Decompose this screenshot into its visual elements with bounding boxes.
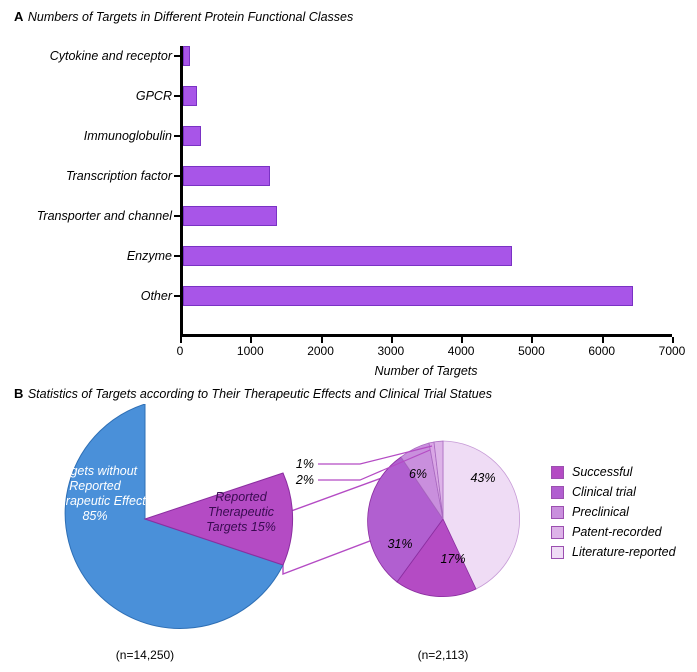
x-axis-tick xyxy=(672,337,674,343)
x-axis-title: Number of Targets xyxy=(374,364,478,378)
y-axis-tick xyxy=(174,135,180,137)
legend-swatch-icon xyxy=(551,466,564,479)
y-axis-tick xyxy=(174,55,180,57)
right-pie-n-label: (n=2,113) xyxy=(417,648,469,662)
x-axis-tick-label: 5000 xyxy=(518,344,545,358)
slice-label-literature-reported: 43% xyxy=(470,471,496,485)
legend-swatch-icon xyxy=(551,486,564,499)
legend-item xyxy=(551,462,676,482)
bar-category-label: Cytokine and receptor xyxy=(49,49,172,63)
panel-a-title: Numbers of Targets in Different Protein Functional Classes xyxy=(27,10,354,24)
slice-label-clinical-trial: 31% xyxy=(387,537,413,551)
slice-label-successful: 17% xyxy=(440,552,466,566)
legend-item-label: Preclinical xyxy=(572,505,629,519)
slice-label-discontinued: 1% xyxy=(295,457,314,471)
y-axis-tick xyxy=(174,175,180,177)
panel-a-header xyxy=(14,8,353,26)
panel-b-title: Statistics of Targets according to Their Therapeutic Effects and Clinical Trial Statues xyxy=(27,387,492,401)
bar-category-label: GPCR xyxy=(135,89,172,103)
bar-category-label: Immunoglobulin xyxy=(83,129,172,143)
bar xyxy=(183,46,190,66)
x-axis-tick-label: 0 xyxy=(176,344,184,358)
legend-item-label: Literature-reported xyxy=(572,545,676,559)
x-axis-tick-label: 3000 xyxy=(377,344,405,358)
legend-item-label: Clinical trial xyxy=(572,485,636,499)
bar xyxy=(183,86,197,106)
right-pie xyxy=(368,441,520,597)
panel-b-header xyxy=(14,385,492,403)
x-axis-tick xyxy=(250,337,252,343)
legend-item xyxy=(551,502,676,522)
y-axis-tick xyxy=(174,295,180,297)
bar xyxy=(183,246,512,266)
left-pie-label: Targets without Reported Therapeutic Effect 85% xyxy=(44,464,146,523)
bar-category-label: Other xyxy=(140,289,172,303)
bar-category-label: Enzyme xyxy=(126,249,172,263)
reported-wedge-label: Reported Therapeutic Targets 15% xyxy=(206,490,276,534)
pie-charts-panel xyxy=(0,404,697,672)
bar xyxy=(183,126,201,146)
bar xyxy=(183,206,277,226)
bar-chart xyxy=(0,34,697,378)
slice-label-preclinical: 6% xyxy=(408,467,428,481)
y-axis-tick xyxy=(174,255,180,257)
x-axis-tick-label: 2000 xyxy=(307,344,334,358)
x-axis-tick xyxy=(391,337,393,343)
x-axis-tick xyxy=(531,337,533,343)
legend-item-label: Successful xyxy=(572,465,633,479)
legend-item-label: Patent-recorded xyxy=(572,525,662,539)
bar-category-label: Transporter and channel xyxy=(36,209,172,223)
x-axis-tick xyxy=(180,337,182,343)
bar xyxy=(183,286,633,306)
legend-swatch-icon xyxy=(551,506,564,519)
x-axis-tick xyxy=(602,337,604,343)
left-pie-n-label: (n=14,250) xyxy=(115,648,175,662)
legend-item xyxy=(551,542,676,562)
panel-a-label: A xyxy=(14,9,24,24)
legend-swatch-icon xyxy=(551,526,564,539)
x-axis-line xyxy=(180,334,672,337)
x-axis-tick-label: 4000 xyxy=(447,344,475,358)
bar-category-label: Transcription factor xyxy=(65,169,172,183)
y-axis-tick xyxy=(174,95,180,97)
legend-swatch-icon xyxy=(551,546,564,559)
pie-legend xyxy=(551,462,676,562)
panel-b-label: B xyxy=(14,386,24,401)
legend-item xyxy=(551,522,676,542)
x-axis-tick xyxy=(461,337,463,343)
x-axis-tick-label: 1000 xyxy=(236,344,264,358)
slice-label-patent-recorded: 2% xyxy=(295,473,314,487)
bar xyxy=(183,166,270,186)
x-axis-tick xyxy=(321,337,323,343)
x-axis-tick-label: 7000 xyxy=(658,344,686,358)
x-axis-tick-label: 6000 xyxy=(588,344,616,358)
legend-item xyxy=(551,482,676,502)
y-axis-tick xyxy=(174,215,180,217)
